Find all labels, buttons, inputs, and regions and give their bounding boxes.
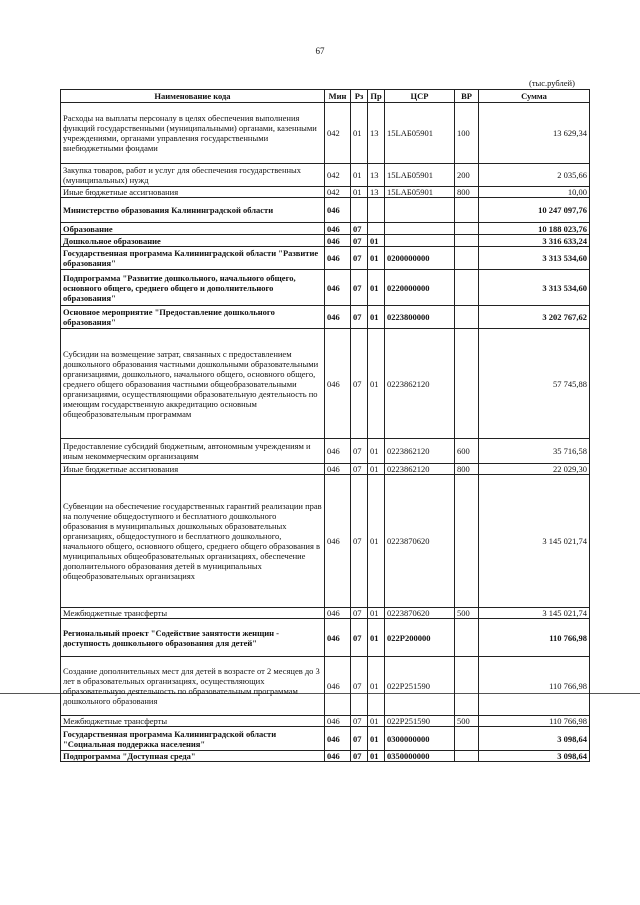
cell-rz: 07 xyxy=(351,270,368,306)
cell-rz: 07 xyxy=(351,475,368,608)
cell-pr: 01 xyxy=(368,657,385,716)
cell-vr: 800 xyxy=(455,464,479,475)
cell-sum: 2 035,66 xyxy=(479,164,590,187)
table-row xyxy=(61,608,590,619)
cell-csr xyxy=(385,223,455,235)
cell-name: Закупка товаров, работ и услуг для обеспечения государственных (муниципальных) нужд xyxy=(61,164,325,187)
page-number: 67 xyxy=(315,46,325,56)
cell-rz: 07 xyxy=(351,657,368,716)
cell-csr: 0200000000 xyxy=(385,247,455,270)
cell-min: 046 xyxy=(325,306,351,329)
cell-sum: 10 188 023,76 xyxy=(479,223,590,235)
cell-rz: 07 xyxy=(351,247,368,270)
cell-name: Министерство образования Калининградской области xyxy=(61,198,325,223)
header-vr: ВР xyxy=(455,90,479,103)
cell-rz: 07 xyxy=(351,306,368,329)
cell-pr: 01 xyxy=(368,329,385,439)
cell-pr: 01 xyxy=(368,464,385,475)
cell-pr: 01 xyxy=(368,716,385,727)
cell-csr: 022Р200000 xyxy=(385,619,455,657)
cell-sum: 3 313 534,60 xyxy=(479,270,590,306)
cell-sum: 10 247 097,76 xyxy=(479,198,590,223)
cell-min: 046 xyxy=(325,439,351,464)
cell-csr xyxy=(385,235,455,247)
cell-csr: 15LАБ05901 xyxy=(385,103,455,164)
cell-min: 042 xyxy=(325,187,351,198)
cell-name: Субсидии на возмещение затрат, связанных с предоставлением дошкольного образования частными дошкольными образовательными организациями, дошкольного, начального общего, основного общего, среднего общего образования частными общеобразовательными организациями, осуществляющими образовательную деятельность по имеющим государственную аккредитацию основным общеобразовательным программам xyxy=(61,329,325,439)
cell-min: 046 xyxy=(325,716,351,727)
cell-name: Иные бюджетные ассигнования xyxy=(61,187,325,198)
cell-name: Иные бюджетные ассигнования xyxy=(61,464,325,475)
table-row xyxy=(61,619,590,657)
cell-sum: 10,00 xyxy=(479,187,590,198)
cell-csr: 0223862120 xyxy=(385,439,455,464)
cell-sum: 3 098,64 xyxy=(479,727,590,751)
table-row xyxy=(61,223,590,235)
cell-pr: 13 xyxy=(368,187,385,198)
cell-name: Региональный проект "Содействие занятости женщин - доступность дошкольного образования для детей" xyxy=(61,619,325,657)
cell-sum: 110 766,98 xyxy=(479,657,590,716)
cell-rz: 07 xyxy=(351,716,368,727)
cell-name: Образование xyxy=(61,223,325,235)
cell-sum: 3 098,64 xyxy=(479,751,590,762)
cell-pr: 01 xyxy=(368,247,385,270)
cell-pr: 01 xyxy=(368,727,385,751)
cell-sum: 13 629,34 xyxy=(479,103,590,164)
cell-name: Подпрограмма "Доступная среда" xyxy=(61,751,325,762)
cell-pr: 01 xyxy=(368,235,385,247)
cell-pr: 01 xyxy=(368,270,385,306)
table-row xyxy=(61,270,590,306)
cell-sum: 3 202 767,62 xyxy=(479,306,590,329)
cell-name: Основное мероприятие "Предоставление дошкольного образования" xyxy=(61,306,325,329)
table-row xyxy=(61,657,590,716)
table-row xyxy=(61,751,590,762)
cell-rz: 07 xyxy=(351,464,368,475)
cell-min: 042 xyxy=(325,103,351,164)
table-row xyxy=(61,198,590,223)
cell-vr xyxy=(455,306,479,329)
header-name: Наименование кода xyxy=(61,90,325,103)
header-sum: Сумма xyxy=(479,90,590,103)
table-row xyxy=(61,439,590,464)
cell-vr xyxy=(455,235,479,247)
cell-pr xyxy=(368,198,385,223)
cell-rz: 07 xyxy=(351,619,368,657)
cell-pr: 01 xyxy=(368,608,385,619)
table-row xyxy=(61,164,590,187)
cell-csr: 0223800000 xyxy=(385,306,455,329)
table-row xyxy=(61,464,590,475)
cell-vr xyxy=(455,727,479,751)
cell-csr: 0223862120 xyxy=(385,464,455,475)
table-row xyxy=(61,306,590,329)
cell-name: Межбюджетные трансферты xyxy=(61,608,325,619)
cell-min: 046 xyxy=(325,235,351,247)
cell-vr xyxy=(455,751,479,762)
cell-csr: 0350000000 xyxy=(385,751,455,762)
header-csr: ЦСР xyxy=(385,90,455,103)
table-row xyxy=(61,235,590,247)
cell-sum: 3 316 633,24 xyxy=(479,235,590,247)
cell-csr: 0300000000 xyxy=(385,727,455,751)
cell-vr: 500 xyxy=(455,608,479,619)
cell-min: 046 xyxy=(325,198,351,223)
cell-sum: 35 716,58 xyxy=(479,439,590,464)
cell-sum: 3 145 021,74 xyxy=(479,475,590,608)
cell-name: Подпрограмма "Развитие дошкольного, начального общего, основного общего, среднего общего и дополнительного образования" xyxy=(61,270,325,306)
cell-vr: 100 xyxy=(455,103,479,164)
header-min: Мин xyxy=(325,90,351,103)
cell-rz: 07 xyxy=(351,608,368,619)
cell-vr xyxy=(455,619,479,657)
cell-min: 046 xyxy=(325,475,351,608)
units-label: (тыс.рублей) xyxy=(529,78,575,88)
cell-csr: 15LАБ05901 xyxy=(385,164,455,187)
cell-sum: 3 313 534,60 xyxy=(479,247,590,270)
cell-rz: 07 xyxy=(351,727,368,751)
cell-pr: 13 xyxy=(368,164,385,187)
cell-min: 042 xyxy=(325,164,351,187)
cell-name: Создание дополнительных мест для детей в возрасте от 2 месяцев до 3 лет в образовательных организациях, осуществляющих образовательную деятельность по образовательным программам дошкольного образования xyxy=(61,657,325,716)
cell-min: 046 xyxy=(325,247,351,270)
cell-vr: 500 xyxy=(455,716,479,727)
header-pr: Пр xyxy=(368,90,385,103)
cell-csr: 0223870620 xyxy=(385,608,455,619)
cell-name: Предоставление субсидий бюджетным, автономным учреждениям и иным некоммерческим организациям xyxy=(61,439,325,464)
cell-name: Дошкольное образование xyxy=(61,235,325,247)
cell-min: 046 xyxy=(325,727,351,751)
table-row xyxy=(61,727,590,751)
cell-min: 046 xyxy=(325,619,351,657)
cell-rz: 01 xyxy=(351,187,368,198)
cell-vr xyxy=(455,329,479,439)
cell-rz: 07 xyxy=(351,439,368,464)
cell-vr xyxy=(455,198,479,223)
table-row xyxy=(61,475,590,608)
cell-csr: 022Р251590 xyxy=(385,716,455,727)
cell-pr: 01 xyxy=(368,439,385,464)
cell-csr: 15LАБ05901 xyxy=(385,187,455,198)
budget-table xyxy=(60,89,590,762)
header-rz: Рз xyxy=(351,90,368,103)
cell-min: 046 xyxy=(325,657,351,716)
cell-pr: 01 xyxy=(368,306,385,329)
cell-min: 046 xyxy=(325,608,351,619)
table-row xyxy=(61,187,590,198)
table-header-row xyxy=(61,90,590,103)
cell-sum: 3 145 021,74 xyxy=(479,608,590,619)
cell-vr: 200 xyxy=(455,164,479,187)
cell-name: Межбюджетные трансферты xyxy=(61,716,325,727)
cell-min: 046 xyxy=(325,223,351,235)
cell-min: 046 xyxy=(325,270,351,306)
cell-pr xyxy=(368,223,385,235)
cell-min: 046 xyxy=(325,751,351,762)
cell-vr xyxy=(455,270,479,306)
cell-vr xyxy=(455,247,479,270)
cell-vr: 800 xyxy=(455,187,479,198)
table-row xyxy=(61,329,590,439)
cell-rz: 07 xyxy=(351,223,368,235)
cell-rz: 01 xyxy=(351,164,368,187)
cell-csr: 0220000000 xyxy=(385,270,455,306)
cell-rz: 01 xyxy=(351,103,368,164)
table-row xyxy=(61,103,590,164)
cell-name: Субвенции на обеспечение государственных гарантий реализации прав на получение общедоступного и бесплатного дошкольного образования в муниципальных дошкольных образовательных организациях, общедоступного и бесплатного дошкольного, начального общего, основного общего, среднего общего образования в муниципальных общеобразовательных организациях, обеспечение дополнительного образования детей в муниципальных общеобразовательных организациях xyxy=(61,475,325,608)
cell-name: Государственная программа Калининградской области "Развитие образования" xyxy=(61,247,325,270)
cell-min: 046 xyxy=(325,329,351,439)
cell-vr: 600 xyxy=(455,439,479,464)
cell-vr xyxy=(455,223,479,235)
cell-pr: 01 xyxy=(368,475,385,608)
cell-vr xyxy=(455,475,479,608)
cell-rz: 07 xyxy=(351,235,368,247)
cell-sum: 22 029,30 xyxy=(479,464,590,475)
cell-pr: 01 xyxy=(368,619,385,657)
cell-csr xyxy=(385,198,455,223)
cell-sum: 110 766,98 xyxy=(479,619,590,657)
cell-rz xyxy=(351,198,368,223)
cell-name: Расходы на выплаты персоналу в целях обеспечения выполнения функций государственными (муниципальными) органами, казенными учреждениями, органами управления государственными внебюджетными фондами xyxy=(61,103,325,164)
cell-sum: 110 766,98 xyxy=(479,716,590,727)
table-row xyxy=(61,247,590,270)
table-row xyxy=(61,716,590,727)
cell-pr: 01 xyxy=(368,751,385,762)
cell-rz: 07 xyxy=(351,751,368,762)
cell-csr: 0223870620 xyxy=(385,475,455,608)
cell-csr: 0223862120 xyxy=(385,329,455,439)
cell-name: Государственная программа Калининградской области "Социальная поддержка населения" xyxy=(61,727,325,751)
cell-min: 046 xyxy=(325,464,351,475)
cell-csr: 022Р251590 xyxy=(385,657,455,716)
cell-sum: 57 745,88 xyxy=(479,329,590,439)
cell-rz: 07 xyxy=(351,329,368,439)
cell-pr: 13 xyxy=(368,103,385,164)
cell-vr xyxy=(455,657,479,716)
